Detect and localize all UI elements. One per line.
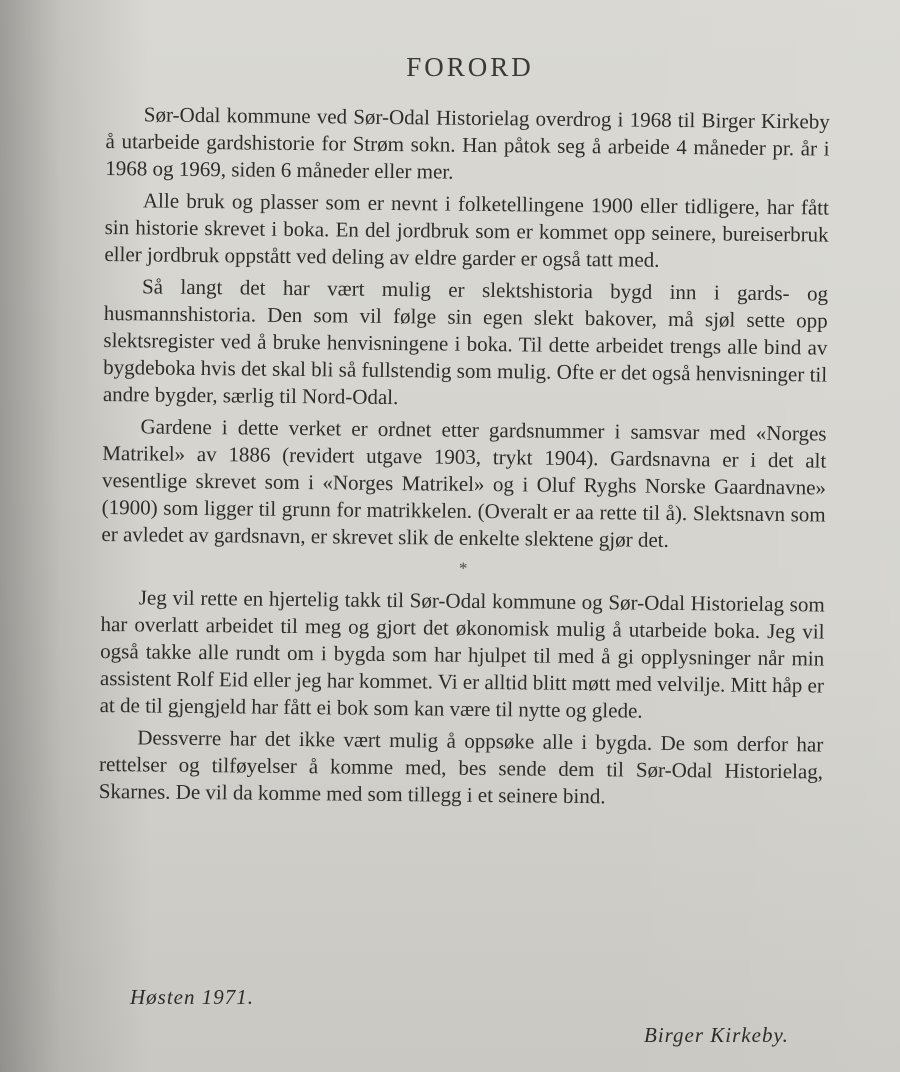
- paragraph-1: Sør-Odal kommune ved Sør-Odal Historielag overdrog i 1968 til Birger Kirkeby å utarbeide gardshistorie for Strøm sokn. Han påtok seg å arbeide 4 måneder pr. år i 1968 og 1969, siden 6 måneder eller mer.: [105, 102, 830, 184]
- page-title: FORORD: [406, 52, 534, 82]
- author-signature: Birger Kirkeby.: [644, 1023, 789, 1047]
- paragraph-5: Jeg vil rette en hjertelig takk til Sør-Odal kommune og Sør-Odal Historielag som har overlatt arbeidet til meg og gjort det økonomisk mulig å utarbeide boka. Jeg vil også takke alle rundt om i bygda som har hjulpet til med å gi opplysninger når min assistent Rolf Eid eller jeg har kommet. Vi er alltid blitt møtt med velvilje. Mitt håp er at de til gjengjeld har fått ei bok som kan være til nytte og glede.: [99, 585, 825, 723]
- paragraph-6: Dessverre har det ikke vært mulig å oppsøke alle i bygda. De som derfor har rettelser og tilføyelser å komme med, bes sende dem til Sør-Odal Historielag, Skarnes. De vil da komme med som tillegg i et seinere bind.: [98, 725, 824, 809]
- place-date: Høsten 1971.: [130, 985, 254, 1009]
- paragraph-2: Alle bruk og plasser som er nevnt i folketellingene 1900 eller tidligere, har fått sin historie skrevet i boka. En del jordbruk som er kommet opp seinere, bureiserbruk eller jordbruk oppstått ved deling av eldre garder er også tatt med.: [104, 188, 830, 272]
- paragraph-3: Så langt det har vært mulig er slektshistoria bygd inn i gards- og husmannshistoria. Den som vil følge sin egen slekt bakover, må sjøl sette opp slektsregister ved å bruke henvisningene i boka. Til dette arbeidet trengs alle bind av bygdeboka hvis det skal bli så fullstendig som mulig. Ofte er det også henvisninger til andre bygder, særlig til Nord-Odal.: [102, 274, 829, 410]
- section-separator: *: [458, 558, 468, 578]
- preface-body: [99, 101, 830, 818]
- paragraph-4: Gardene i dette verket er ordnet etter gardsnummer i samsvar med «Norges Matrikel» av 1886 (revidert utgave 1903, trykt 1904). Gardsnavna er i det alt vesentlige skrevet som i «Norges Matrikel» og i Oluf Ryghs Norske Gaardnavne» (1900) som ligger til grunn for matrikkelen. (Overalt er aa rette til å). Slektsnavn som er avledet av gardsnavn, er skrevet slik de enkelte slektene gjør det.: [101, 414, 827, 552]
